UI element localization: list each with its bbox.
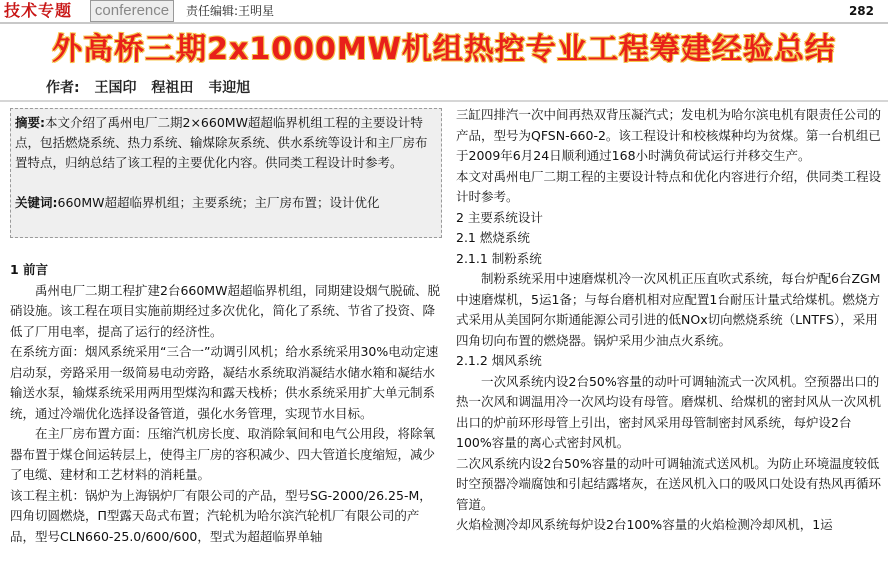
editor-credit: 责任编辑:王明星 — [186, 4, 275, 18]
paragraph: 本文对禹州电厂二期工程的主要设计特点和优化内容进行介绍，供同类工程设计时参考。 — [456, 168, 882, 204]
abstract-paragraph — [15, 113, 437, 173]
keywords-label: 关键词: — [15, 195, 58, 210]
subsection-heading: 2.1.2 烟风系统 — [456, 353, 542, 368]
keywords-paragraph — [15, 193, 437, 213]
paragraph: 二次风系统内设2台50%容量的动叶可调轴流式送风机。为防止环境温度较低时空预器冷端腐蚀和引起结露堵灰，在送风机入口的吸风口处设有热风再循环管道。 — [456, 455, 882, 512]
section-tag: 技术专题 — [4, 1, 73, 20]
paragraph: 火焰检测冷却风系统每炉设2台100%容量的火焰检测冷却风机，1运 — [456, 517, 833, 532]
article-title: 外高桥三期2x1000MW机组热控专业工程筹建经验总结 — [52, 32, 836, 67]
page-number: 282 — [848, 4, 874, 18]
paragraph: 该工程主机：锅炉为上海锅炉厂有限公司的产品，型号SG-2000/26.25-M，四角切圆燃烧，Π型露天岛式布置；汽轮机为哈尔滨汽轮机厂有限公司的产品，型号CLN660-25.0/600/600，型式为超超临界单轴 — [10, 487, 432, 544]
paragraph: 制粉系统采用中速磨煤机冷一次风机正压直吹式系统，每台炉配6台ZGM中速磨煤机，5运1备；与每台磨机相对应配置1台耐压计量式给煤机。燃烧方式采用从美国阿尔斯通能源公司引进的低NOx切向燃烧系统（LNTFS），采用四角切向布置的燃烧器。锅炉采用少油点火系统。 — [456, 271, 881, 348]
subsection-heading: 2.1 燃烧系统 — [456, 230, 530, 245]
paragraph: 禹州电厂二期工程扩建2台660MW超超临界机组，同期建设烟气脱硫、脱硝设施。该工程在项目实施前期经过多次优化，简化了系统、节省了投资、降低了厂用电率，提高了运行的经济性。 — [10, 282, 440, 339]
subsection-heading: 2.1.1 制粉系统 — [456, 250, 542, 266]
paragraph: 在系统方面：烟风系统采用“三合一”动调引风机；给水系统采用30%电动定速启动泵，旁路采用一级简易电动旁路，凝结水系统取消凝结水储水箱和凝结水输送水泵，输煤系统采用两用型煤沟和露天栈桥；供水系统采用扩大单元制系统，通过冷端优化选择设备管道，强化水务管理，实现节水目标。 — [10, 344, 439, 421]
page-header — [0, 0, 888, 24]
article-authors: 作者: 王国印 程祖田 韦迎旭 — [46, 80, 251, 96]
title-divider — [0, 100, 888, 102]
paragraph: 1 前言 — [10, 262, 49, 277]
paragraph: 三缸四排汽一次中间再热双背压凝汽式；发电机为哈尔滨电机有限责任公司的产品，型号为QFSN-660-2。该工程设计和校核煤种均为贫煤。第一台机组已于2009年6月24日顺利通过168小时满负荷试运行并移交生产。 — [456, 107, 882, 163]
paragraph: 一次风系统内设2台50%容量的动叶可调轴流式一次风机。空预器出口的热一次风和调温用冷一次风均设有母管。磨煤机、给煤机的密封风从一次风机出口的炉前环形母管上引出，密封风采用母管制密封风系统，每炉设2台100%容量的离心式密封风机。 — [456, 373, 882, 450]
abstract-box — [10, 108, 442, 238]
conference-label: conference — [90, 0, 174, 22]
right-column — [456, 105, 884, 536]
section-heading: 2 主要系统设计 — [456, 209, 543, 225]
abstract-text: 本文介绍了禹州电厂二期2×660MW超超临界机组工程的主要设计特点，包括燃烧系统、热力系统、输煤除灰系统、供水系统等设计和主厂房布置特点，归纳总结了该工程的主要优化内容。供同类工程设计时参考。 — [15, 115, 428, 170]
abstract-label: 摘要: — [15, 115, 45, 130]
keywords-text: 660MW超超临界机组；主要系统；主厂房布置；设计优化 — [57, 195, 380, 210]
left-column — [10, 260, 442, 547]
paragraph: 在主厂房布置方面：压缩汽机房长度、取消除氧间和电气公用段，将除氧器布置于煤仓间运转层上，使得主厂房的容积减少、四大管道长度缩短，减少了电缆、建材和工艺材料的消耗量。 — [10, 426, 436, 482]
